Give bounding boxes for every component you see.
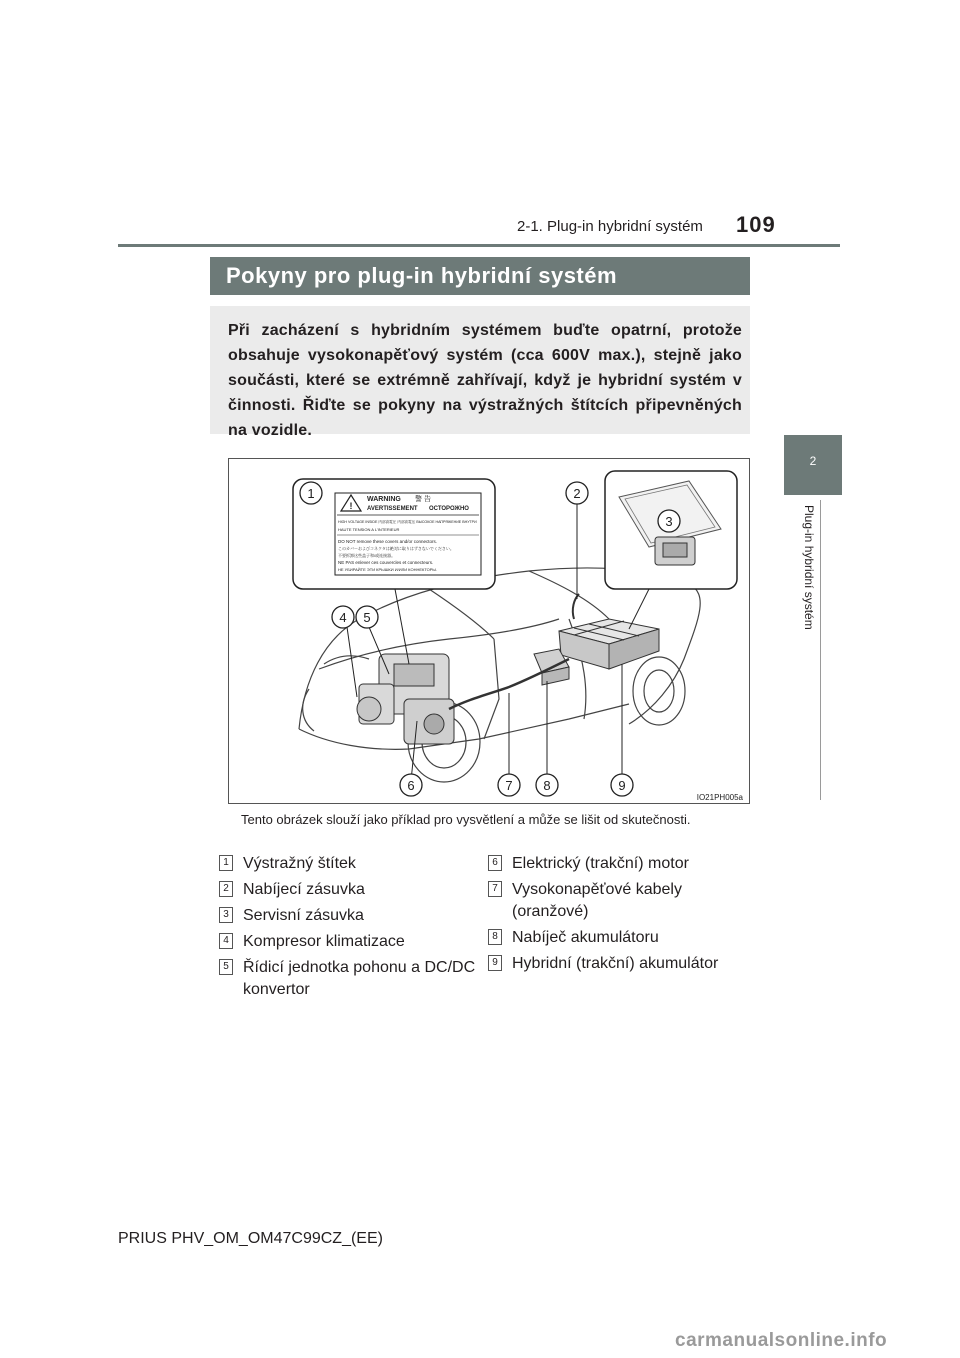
callout-4-num: 4	[339, 610, 347, 625]
label-warning: WARNING	[367, 496, 401, 503]
legend-number: 7	[488, 881, 502, 897]
legend-item	[219, 853, 479, 875]
header-divider	[118, 244, 840, 247]
legend-item	[219, 905, 479, 927]
callout-3-num: 3	[665, 514, 673, 529]
page-number: 109	[736, 212, 776, 237]
legend-text: Nabíječ akumulátoru	[512, 929, 659, 946]
legend-text: Kompresor klimatizace	[243, 933, 405, 950]
engine-block	[357, 654, 454, 744]
header-section-title: 2-1. Plug-in hybridní systém	[517, 218, 703, 235]
legend-number: 3	[219, 907, 233, 923]
label-line1: HIGH VOLTAGE INSIDE 内部高電圧 内部高電压 ВЫСОКОЕ НАПРЯЖЕНИЕ ВНУТРИ	[338, 520, 477, 524]
label-line7: НЕ УБИРАЙТЕ ЭТИ КРЫШКИ И/ИЛИ КОННЕКТОРЫ.	[338, 567, 438, 572]
figure-code: IO21PH005a	[696, 793, 743, 802]
legend-number: 5	[219, 959, 233, 975]
chapter-tab-divider	[820, 500, 821, 800]
callout-7-num: 7	[505, 778, 513, 793]
label-line6: NE PAS enlever ces couvercles et connecteurs.	[338, 560, 434, 565]
intro-text: Při zacházení s hybridním systémem buďte opatrní, protože obsahuje vysokonapěťový systém (cca 600V max.), stejně jako součásti, které se extrémně zahřívají, když je hybridní systém v činnosti. Řiďte se pokyny na výstražných štítcích připevněných na vozidle.	[228, 322, 742, 439]
label-line4: このカバーおよびコネクタは絶対に取りはずさないでください。	[338, 546, 454, 551]
legend-item	[488, 879, 758, 923]
legend-text: Elektrický (trakční) motor	[512, 855, 689, 872]
service-plug-inset	[605, 471, 737, 629]
intro-box	[210, 306, 750, 439]
legend-left	[219, 853, 479, 1005]
footer-doc-id: PRIUS PHV_OM_OM47C99CZ_(EE)	[118, 1230, 383, 1247]
callout-8-num: 8	[543, 778, 551, 793]
legend-text: Vysokonapěťové kabely (oranžové)	[512, 881, 682, 920]
legend-number: 9	[488, 955, 502, 971]
legend-item	[219, 931, 479, 953]
legend-right	[488, 853, 758, 979]
section-title: Pokyny pro plug-in hybridní systém	[210, 257, 750, 295]
figure-caption: Tento obrázek slouží jako příklad pro vysvětlení a může se lišit od skutečnosti.	[241, 812, 691, 827]
label-avertissement: AVERTISSEMENT	[367, 506, 418, 512]
legend-item	[488, 853, 758, 875]
callout-1-num: 1	[307, 486, 315, 501]
legend-text: Hybridní (trakční) akumulátor	[512, 955, 719, 972]
legend-number: 6	[488, 855, 502, 871]
vehicle-illustration	[228, 458, 750, 804]
legend-text: Servisní zásuvka	[243, 907, 364, 924]
legend-item	[219, 879, 479, 901]
callout-6-num: 6	[407, 778, 415, 793]
battery-pack	[559, 619, 659, 669]
legend-number: 2	[219, 881, 233, 897]
callout-9-num: 9	[618, 778, 626, 793]
label-line3: DO NOT remove these covers and/or connectors.	[338, 539, 437, 544]
legend-text: Nabíjecí zásuvka	[243, 881, 365, 898]
chapter-tab-label: Plug-in hybridní systém	[802, 505, 816, 630]
legend-item	[219, 957, 479, 1001]
warning-label-inset	[293, 479, 495, 664]
watermark[interactable]: carmanualsonline.info	[675, 1330, 888, 1351]
vehicle-diagram	[229, 459, 750, 804]
chapter-tab-number: 2	[784, 435, 842, 495]
legend-number: 4	[219, 933, 233, 949]
legend-number: 8	[488, 929, 502, 945]
legend-item	[488, 953, 758, 975]
charge-cable	[573, 594, 579, 619]
callout-5-num: 5	[363, 610, 371, 625]
legend-text: Řídicí jednotka pohonu a DC/DC konvertor	[243, 959, 476, 998]
svg-text:!: !	[349, 501, 353, 511]
car-outline	[299, 568, 700, 782]
label-line2: HAUTE TENSION A L'INTERIEUR	[338, 527, 400, 532]
label-line5: 不要拆卸这些盖子和/或连接器。	[338, 553, 396, 558]
legend-text: Výstražný štítek	[243, 855, 356, 872]
label-ostorozhno: ОСТОРОЖНО	[429, 506, 469, 512]
legend-number: 1	[219, 855, 233, 871]
callout-2-num: 2	[573, 486, 581, 501]
legend-item	[488, 927, 758, 949]
label-warning-jp: 警 告	[415, 496, 431, 503]
